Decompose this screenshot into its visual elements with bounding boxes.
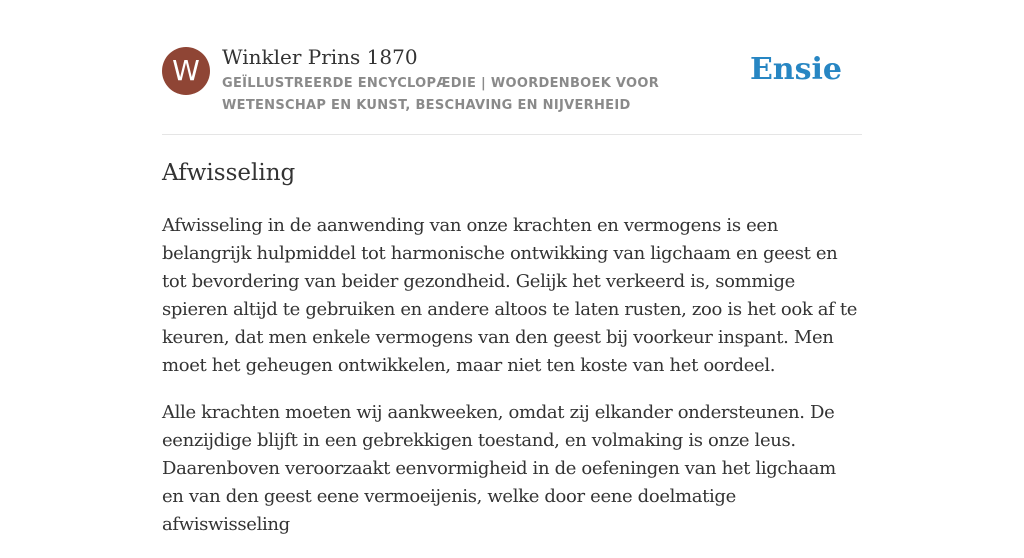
article-body [162, 212, 862, 558]
article-title: Afwisseling [162, 160, 296, 186]
source-subtitle: GEÏLLUSTREERDE ENCYCLOPÆDIE | WOORDENBOEK VOOR WETENSCHAP EN KUNST, BESCHAVING EN NIJVERHEID [222, 76, 660, 113]
source-avatar[interactable]: W [162, 47, 210, 95]
article-paragraph: Afwisseling in de aanwending van onze krachten en vermogens is een belangrijk hulpmiddel tot harmonische ontwikking van ligchaam en geest en tot bevordering van beider gezondheid. Gelijk het verkeerd is, sommige spieren altijd te gebruiken en andere altoos te laten rusten, zoo is het ook af te keuren, dat men enkele vermogens van den geest bij voorkeur inspant. Men moet het geheugen ontwikkelen, maar niet ten koste van het oordeel. [162, 215, 858, 376]
ensie-logo[interactable]: Ensie [749, 52, 842, 87]
source-title[interactable]: Winkler Prins 1870 [222, 45, 418, 69]
article-paragraph: Alle krachten moeten wij aankweeken, omdat zij elkander ondersteunen. De eenzijdige blijft in een gebrekkigen toestand, en volmaking is onze leus. Daarenboven veroorzaakt eenvormigheid in de oefeningen van het ligchaam en van den geest eene vermoeijenis, welke door eene doelmatige afwiswisseling [162, 402, 836, 535]
source-header [162, 0, 862, 135]
page-container [162, 0, 862, 535]
